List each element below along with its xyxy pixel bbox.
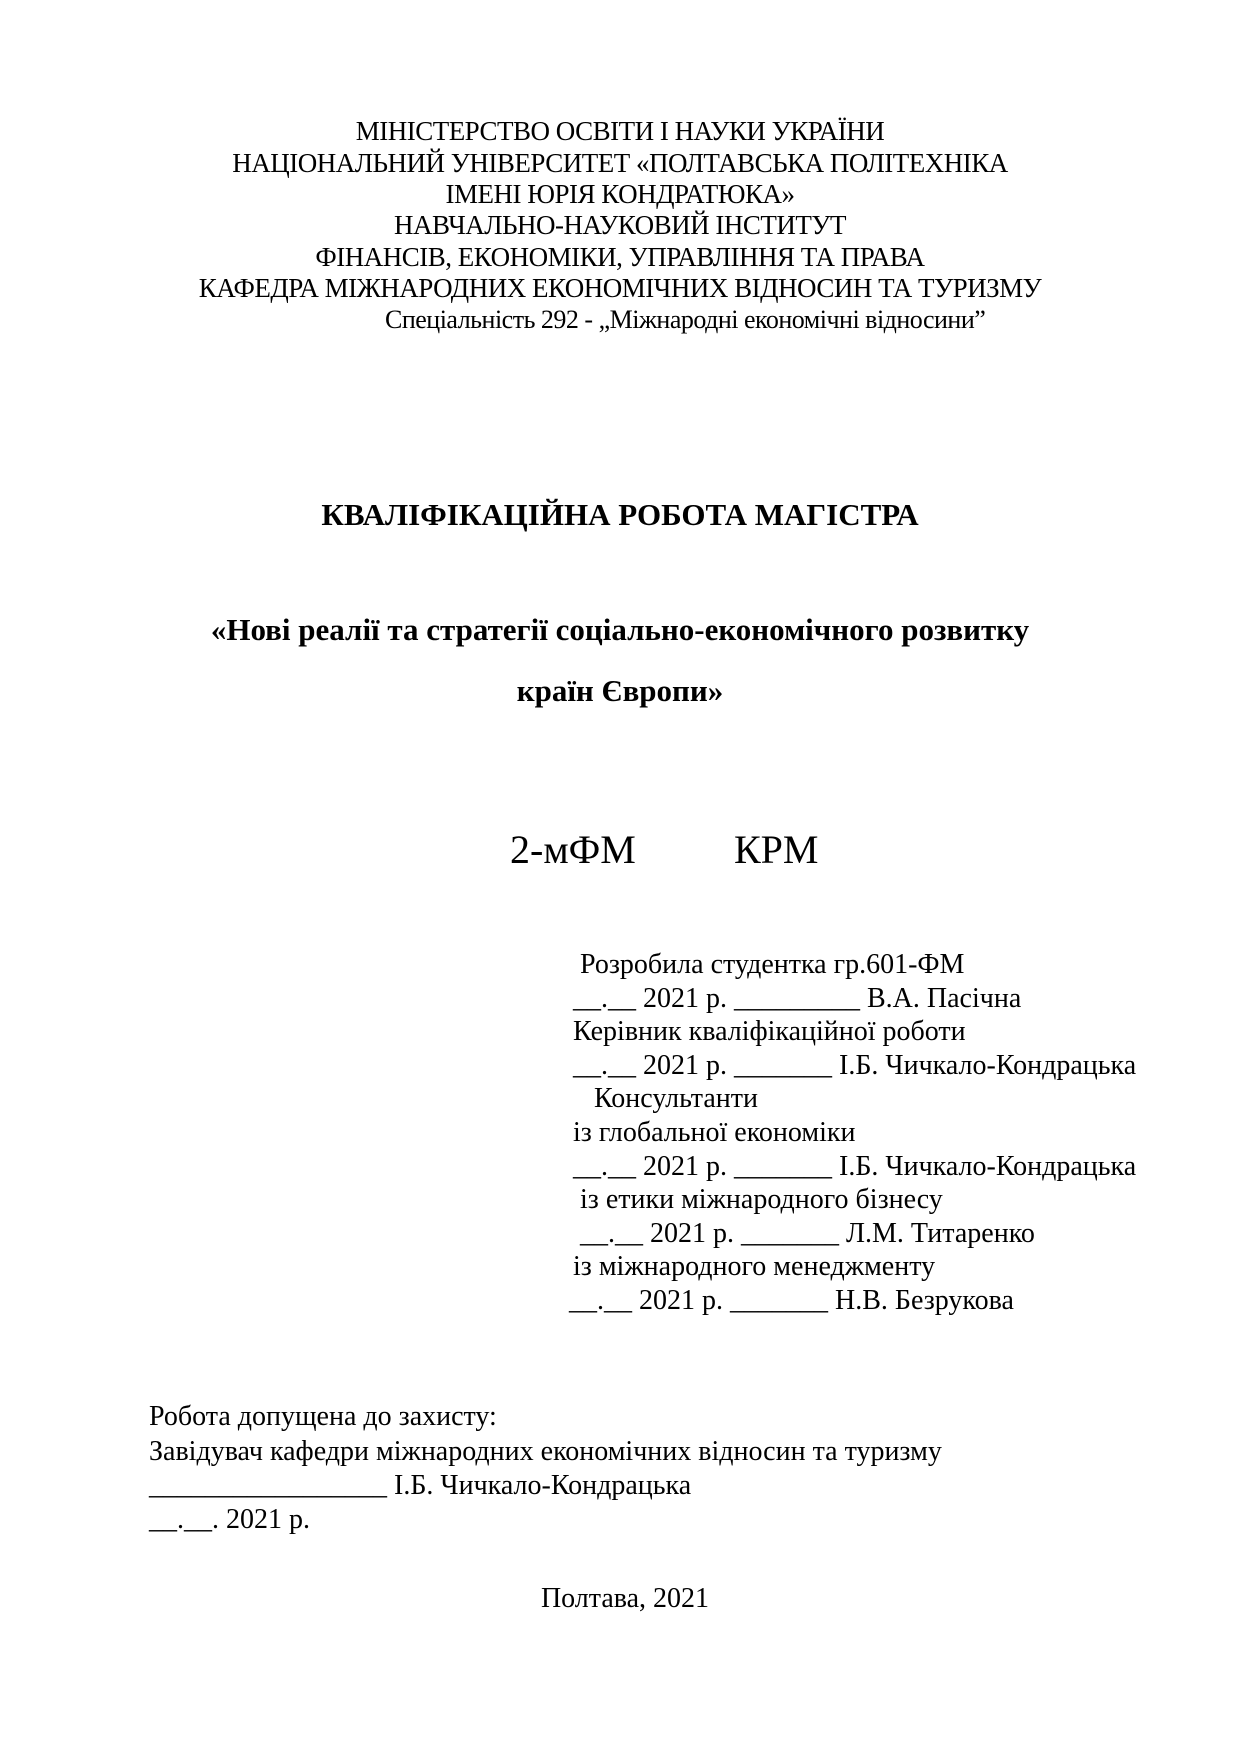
- signature-line: Розробила студентка гр.601-ФМ: [573, 949, 965, 980]
- institute-line-1: НАВЧАЛЬНО-НАУКОВИЙ ІНСТИТУТ: [394, 210, 846, 240]
- signature-line: __.__ 2021 р. _______ Н.В. Безрукова: [569, 1285, 1014, 1316]
- work-type-title: КВАЛІФІКАЦІЙНА РОБОТА МАГІСТРА: [321, 497, 919, 532]
- admission-line: Завідувач кафедри міжнародних економічних відносин та туризму: [149, 1436, 942, 1467]
- signature-line: із міжнародного менеджменту: [573, 1251, 936, 1282]
- signature-line: __.__ 2021 р. _________ В.А. Пасічна: [573, 983, 1022, 1014]
- university-line-1: НАЦІОНАЛЬНИЙ УНІВЕРСИТЕТ «ПОЛТАВСЬКА ПОЛІТЕХНІКА: [232, 148, 1008, 178]
- institute-line-2: ФІНАНСІВ, ЕКОНОМІКИ, УПРАВЛІННЯ ТА ПРАВА: [315, 242, 925, 272]
- code-right: КРМ: [734, 827, 819, 872]
- admission-line: __.__. 2021 р.: [149, 1504, 310, 1535]
- signature-line: Керівник кваліфікаційної роботи: [573, 1016, 966, 1047]
- signature-line: __.__ 2021 р. _______ І.Б. Чичкало-Кондрацька: [573, 1050, 1137, 1081]
- admission-line: _________________ І.Б. Чичкало-Кондрацька: [149, 1470, 692, 1501]
- topic-line-2: країн Європи»: [516, 673, 724, 708]
- admission-line: Робота допущена до захисту:: [149, 1401, 497, 1432]
- specialty-line: Спеціальність 292 - „Міжнародні економічні відносини”: [385, 305, 986, 334]
- topic-line-1: «Нові реалії та стратегії соціально-економічного розвитку: [210, 612, 1030, 647]
- signature-line: із етики міжнародного бізнесу: [573, 1184, 943, 1215]
- code-left: 2-мФМ: [510, 827, 636, 872]
- signature-line: із глобальної економіки: [573, 1117, 856, 1148]
- signature-line: Консультанти: [573, 1083, 758, 1114]
- department-line: КАФЕДРА МІЖНАРОДНИХ ЕКОНОМІЧНИХ ВІДНОСИН ТА ТУРИЗМУ: [198, 273, 1042, 303]
- signature-line: __.__ 2021 р. _______ І.Б. Чичкало-Кондрацька: [573, 1151, 1137, 1182]
- signature-line: __.__ 2021 р. _______ Л.М. Титаренко: [573, 1218, 1035, 1249]
- university-line-2: ІМЕНІ ЮРІЯ КОНДРАТЮКА»: [445, 179, 795, 209]
- ministry-line: МІНІСТЕРСТВО ОСВІТИ І НАУКИ УКРАЇНИ: [355, 116, 885, 146]
- footer-city-year: Полтава, 2021: [540, 1583, 710, 1614]
